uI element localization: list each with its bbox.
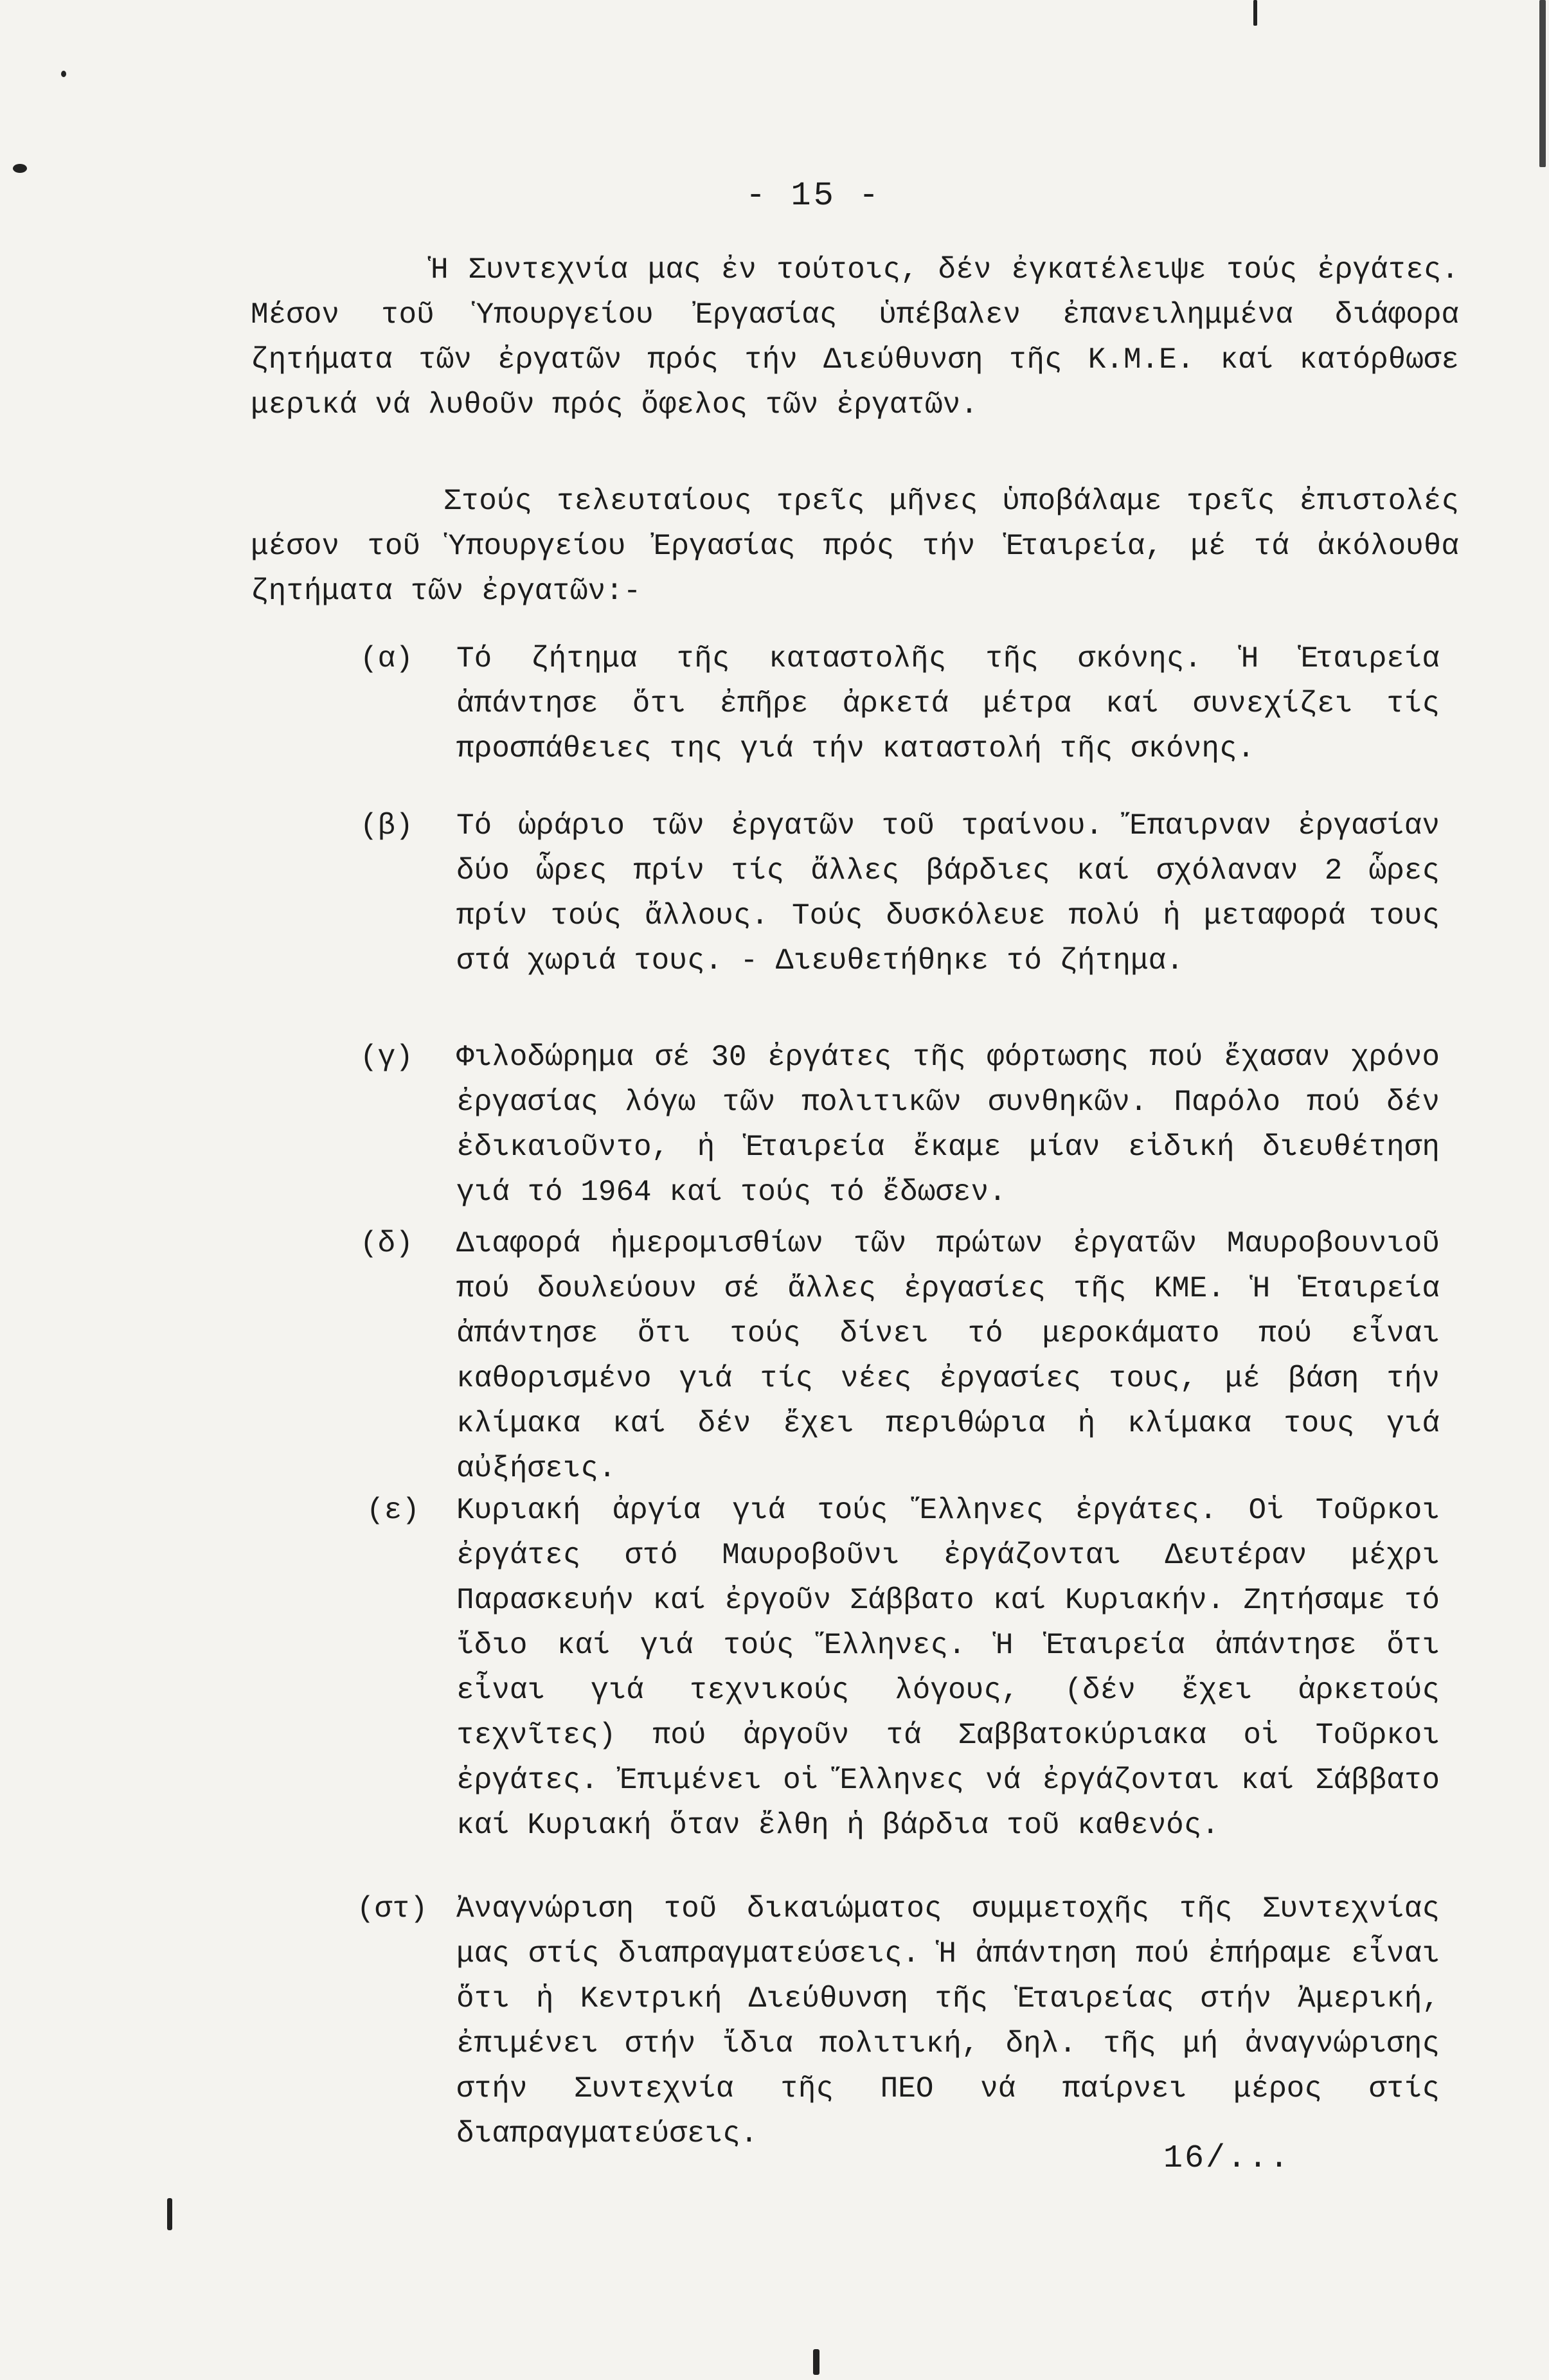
scan-speck [13, 164, 27, 173]
item-text-g: Φιλοδώρημα σέ 30 ἐργάτες τῆς φόρτωσης πού ἔχασαν χρόνο ἐργασίας λόγω τῶν πολιτικῶν συνθηκῶν. Παρόλο πού δέν ἐδικαιοῦντο, ἡ Ἑταιρεία ἔκαμε μίαν εἰδική διευθέτηση γιά τό 1964 καί τούς τό ἔδωσεν. [456, 1041, 1440, 1209]
item-label-e: (ε) [366, 1494, 420, 1527]
item-text-d: Διαφορά ἡμερομισθίων τῶν πρώτων ἐργατῶν Μαυροβουνιοῦ πού δουλεύουν σέ ἄλλες ἐργασίες τῆς ΚΜΕ. Ἡ Ἑταιρεία ἀπάντησε ὅτι τούς δίνει τό μεροκάματο πού εἶναι καθορισμένο γιά τίς νέες ἐργασίες τους, μέ βάση τήν κλίμακα καί δέν ἔχει περιθώρια ἡ κλίμακα τους γιά αὐξήσεις. [456, 1227, 1440, 1485]
item-label-g: (γ) [360, 1041, 413, 1074]
scan-speck [1253, 0, 1257, 26]
scan-speck [61, 71, 66, 77]
item-label-d: (δ) [360, 1227, 413, 1260]
scan-speck [167, 2198, 172, 2230]
page-number: - 15 - [746, 177, 882, 215]
item-label-a: (α) [360, 642, 413, 676]
item-text-b: Τό ὡράριο τῶν ἐργατῶν τοῦ τραίνου. Ἔπαιρναν ἐργασίαν δύο ὧρες πρίν τίς ἄλλες βάρδιες καί σχόλαναν 2 ὧρες πρίν τούς ἄλλους. Τούς δυσκόλευε πολύ ἡ μεταφορά τους στά χωριά τους. - Διευθετήθηκε τό ζήτημα. [456, 809, 1440, 978]
paragraph-2: Στούς τελευταίους τρεῖς μῆνες ὑποβάλαμε τρεῖς ἐπιστολές μέσον τοῦ Ὑπουργείου Ἐργασίας πρός τήν Ἑταιρεία, μέ τά ἀκόλουθα ζητήματα τῶν ἐργατῶν:- [251, 485, 1459, 608]
item-text-a: Τό ζήτημα τῆς καταστολῆς τῆς σκόνης. Ἡ Ἑταιρεία ἀπάντησε ὅτι ἐπῆρε ἀρκετά μέτρα καί συνεχίζει τίς προσπάθειες της γιά τήν καταστολή τῆς σκόνης. [456, 642, 1440, 765]
scan-speck [1539, 0, 1546, 167]
item-label-b: (β) [360, 809, 413, 843]
scan-speck [813, 2349, 819, 2375]
paragraph-1: Ἡ Συντεχνία μας ἐν τούτοις, δέν ἐγκατέλειψε τούς ἐργάτες. Μέσον τοῦ Ὑπουργείου Ἐργασίας ὑπέβαλεν ἐπανειλημμένα διάφορα ζητήματα τῶν ἐργατῶν πρός τήν Διεύθυνση τῆς Κ.Μ.Ε. καί κατόρθωσε μερικά νά λυθοῦν πρός ὄφελος τῶν ἐργατῶν. [251, 253, 1459, 422]
item-label-st: (στ) [357, 1892, 428, 1926]
item-text-st: Ἀναγνώριση τοῦ δικαιώματος συμμετοχῆς τῆς Συντεχνίας μας στίς διαπραγματεύσεις. Ἡ ἀπάντηση πού ἐπήραμε εἶναι ὅτι ἡ Κεντρική Διεύθυνση τῆς Ἑταιρείας στήν Ἀμερική, ἐπιμένει στήν ἴδια πολιτική, δηλ. τῆς μή ἀναγνώρισης στήν Συντεχνία τῆς ΠΕΟ νά παίρνει μέρος στίς διαπραγματεύσεις. [456, 1892, 1440, 2151]
item-text-e: Κυριακή ἀργία γιά τούς Ἕλληνες ἐργάτες. Οἱ Τοῦρκοι ἐργάτες στό Μαυροβοῦνι ἐργάζονται Δευτέραν μέχρι Παρασκευήν καί ἐργοῦν Σάββατο καί Κυριακήν. Ζητήσαμε τό ἴδιο καί γιά τούς Ἕλληνες. Ἡ Ἑταιρεία ἀπάντησε ὅτι εἶναι γιά τεχνικούς λόγους, (δέν ἔχει ἀρκετούς τεχνῖτες) πού ἀργοῦν τά Σαββατοκύριακα οἱ Τοῦρκοι ἐργάτες. Ἐπιμένει οἱ Ἕλληνες νά ἐργάζονται καί Σάββατο καί Κυριακή ὅταν ἔλθη ἡ βάρδια τοῦ καθενός. [456, 1494, 1440, 1842]
continuation-marker: 16/... [1163, 2140, 1291, 2177]
